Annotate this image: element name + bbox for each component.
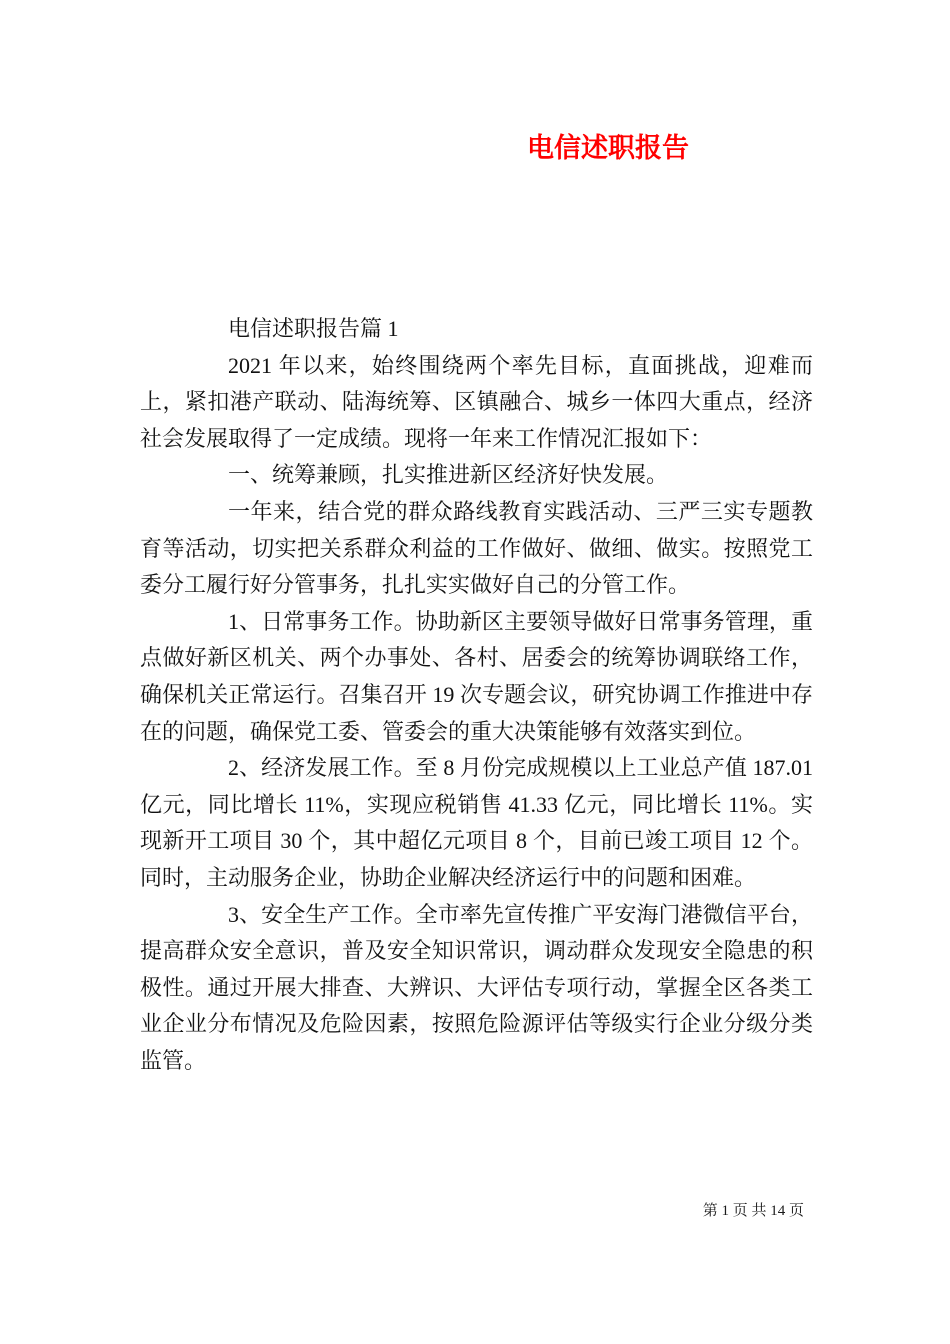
paragraph-overview: 一年来，结合党的群众路线教育实践活动、三严三实专题教育等活动，切实把关系群众利益的工作做好、做细、做实。按照党工委分工履行好分管事务，扎扎实实做好自己的分管工作。	[140, 498, 813, 598]
document-title: 电信述职报告	[527, 133, 689, 163]
paragraph-heading-1: 一、统筹兼顾，扎实推进新区经济好快发展。	[228, 462, 669, 488]
page-number-indicator: 第 1 页 共 14 页	[702, 1203, 804, 1219]
paragraph-item-3-work-safety: 3、安全生产工作。全市率先宣传推广平安海门港微信平台，提高群众安全意识，普及安全知识常识，调动群众发现安全隐患的积极性。通过开展大排查、大辨识、大评估专项行动，掌握全区各类工业企业分布情况及危险因素，按照危险源评估等级实行企业分级分类监管。	[140, 901, 813, 1073]
paragraph-intro: 2021 年以来，始终围绕两个率先目标，直面挑战，迎难而上，紧扣港产联动、陆海统筹、区镇融合、城乡一体四大重点，经济社会发展取得了一定成绩。现将一年来工作情况汇报如下：	[140, 352, 813, 451]
paragraph-item-2-economic-development: 2、经济发展工作。至 8 月份完成规模以上工业总产值 187.01 亿元，同比增长 11%，实现应税销售 41.33 亿元，同比增长 11%。实现新开工项目 30 个，其中超亿元项目 8 个，目前已竣工项目 12 个。同时，主动服务企业，协助企业解决经济运行中的问题和困难。	[140, 755, 813, 890]
paragraph-section-subheading: 电信述职报告篇 1	[228, 316, 399, 341]
document-body	[140, 311, 813, 1079]
paragraph-item-1-daily-affairs: 1、日常事务工作。协助新区主要领导做好日常事务管理，重点做好新区机关、两个办事处、各村、居委会的统筹协调联络工作，确保机关正常运行。召集召开 19 次专题会议，研究协调工作推进中存在的问题，确保党工委、管委会的重大决策能够有效落实到位。	[140, 608, 813, 744]
